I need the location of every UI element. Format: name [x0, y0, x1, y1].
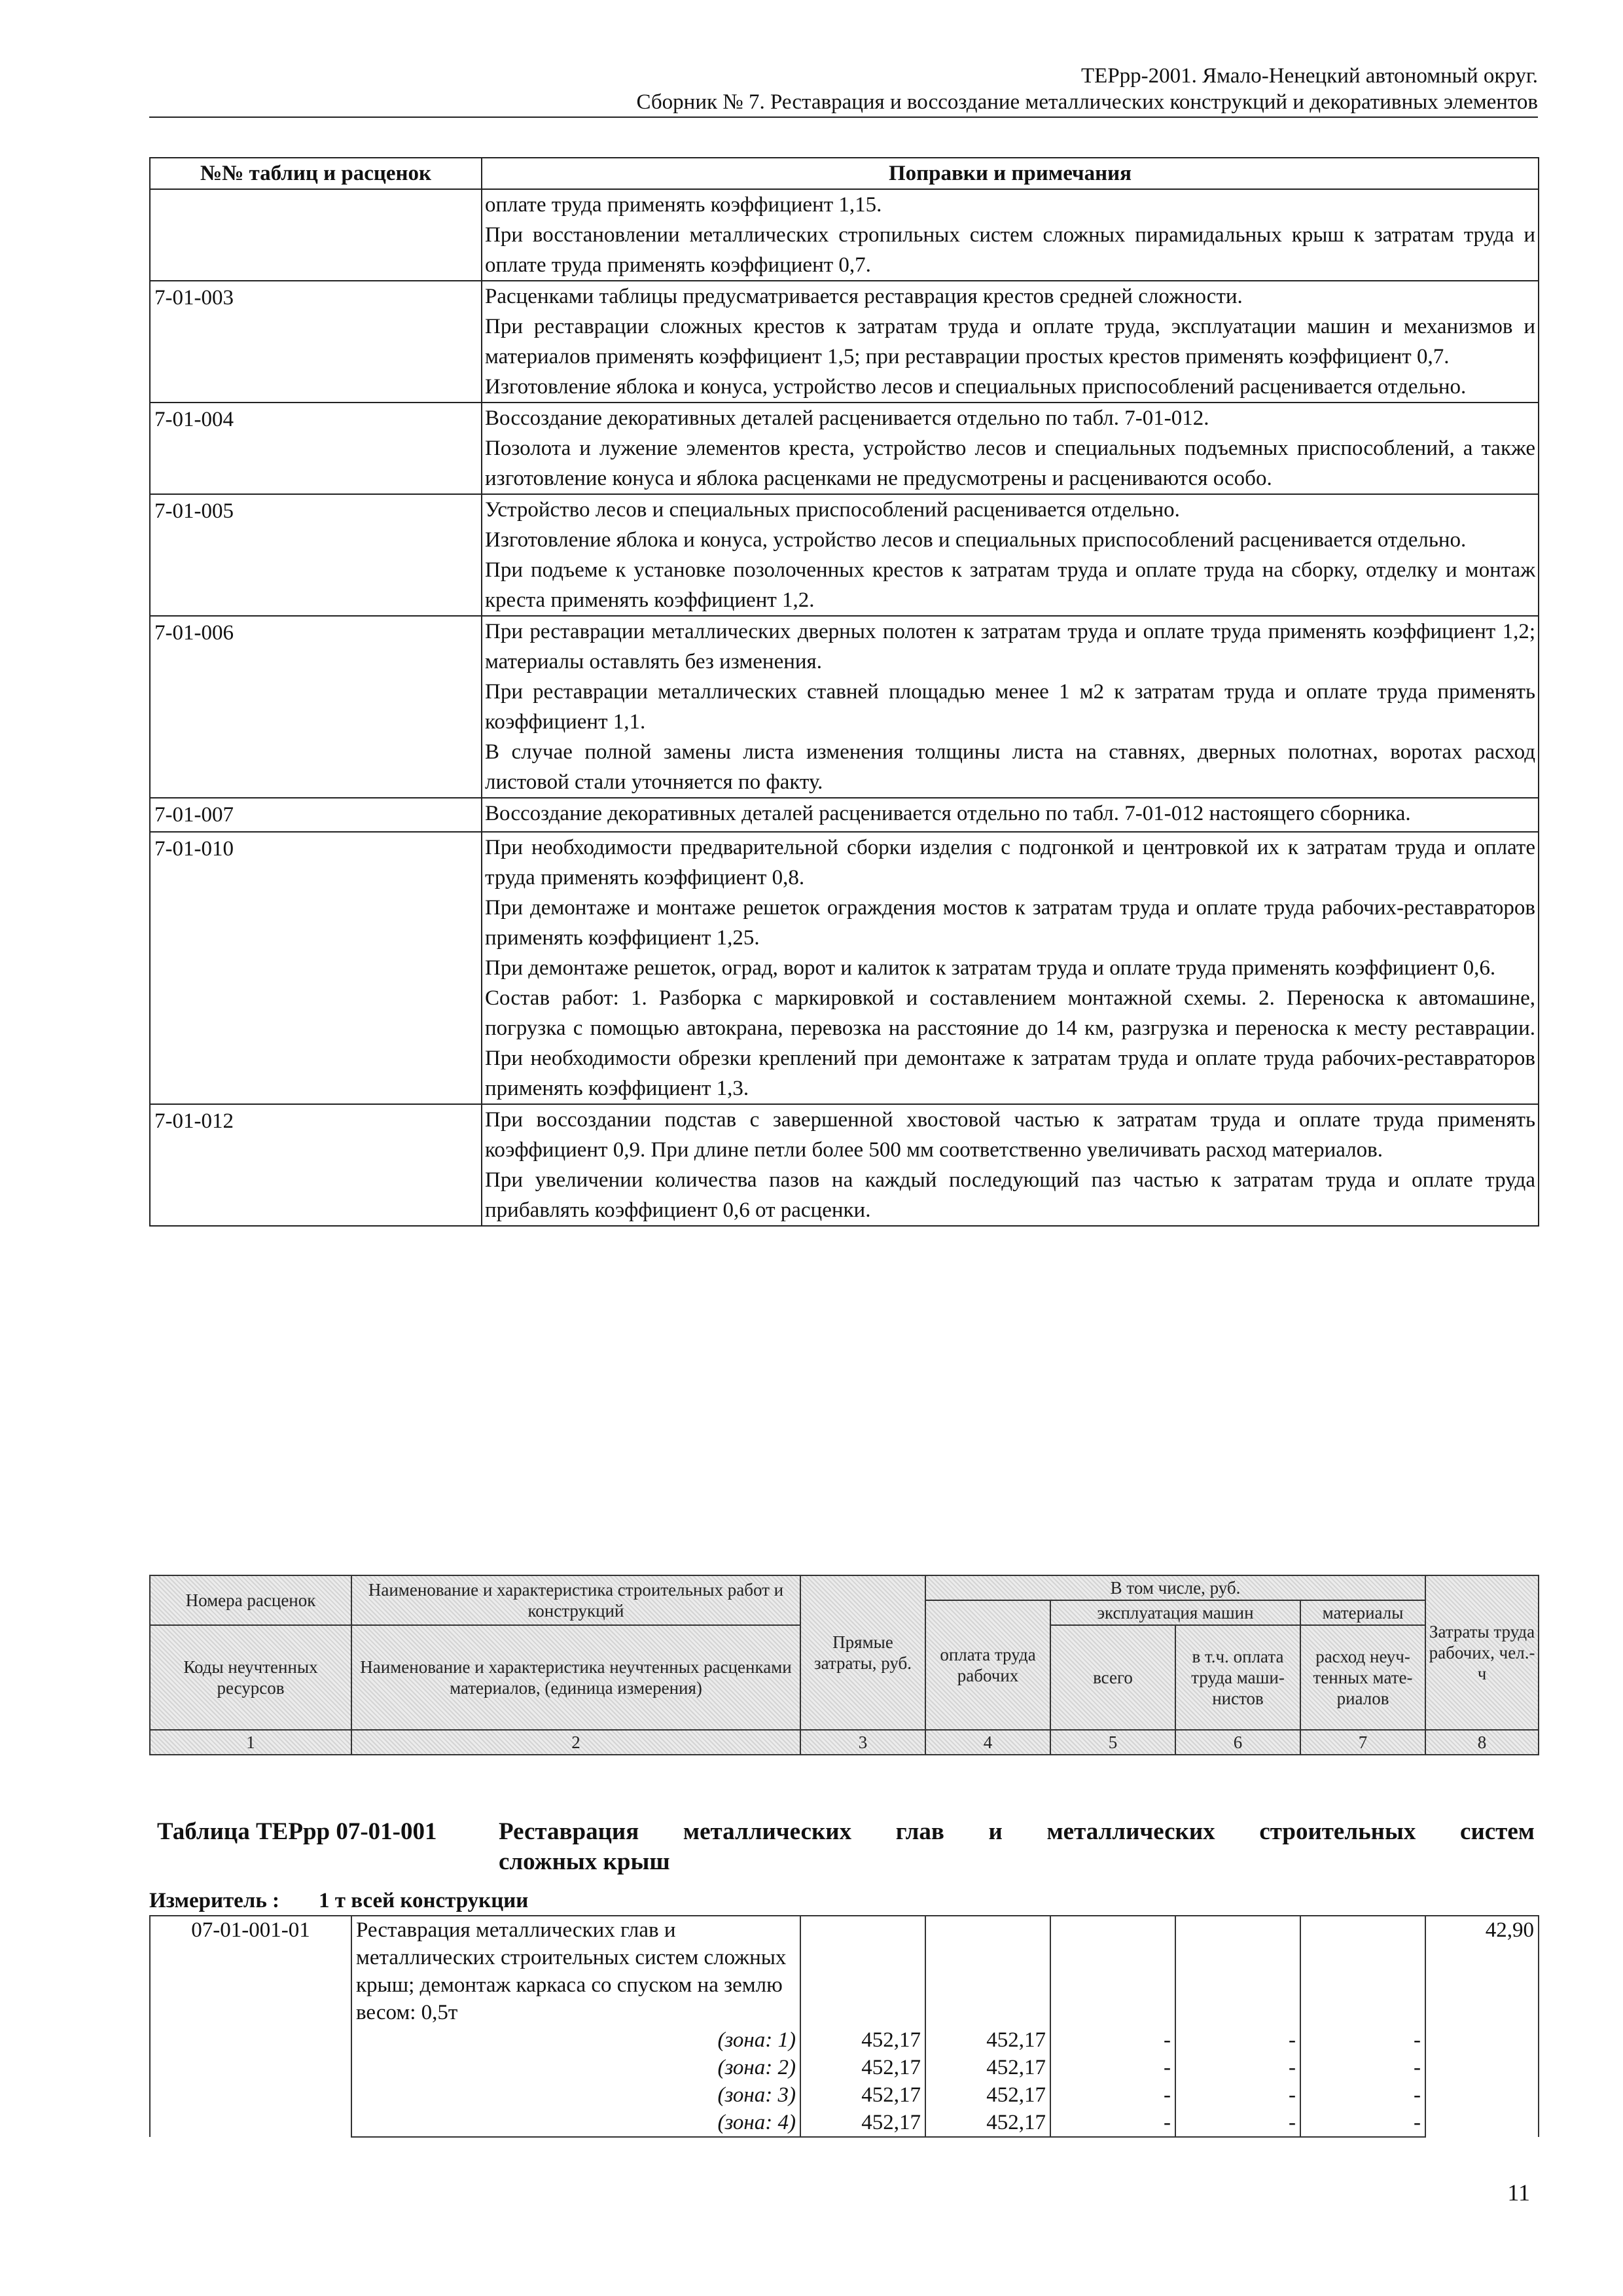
notes-row — [150, 832, 1539, 1104]
zone-label: (зона: 3) — [351, 2081, 800, 2109]
zone-row — [150, 2081, 1539, 2109]
table-code: 7-01-012 — [150, 1104, 482, 1226]
empty-cell — [800, 1916, 925, 2026]
remark-paragraph: При реставрации металлических ставней площадью менее 1 м2 к затратам труда и оплате труда применять коэффициент 1,1. — [485, 680, 1535, 734]
remark-paragraph: При воссоздании подстав с завершенной хвостовой частью к затратам труда и оплате труда применять коэффициент 0,9. При длине петли более 500 мм соответственно увеличивать расход материалов. — [485, 1108, 1535, 1162]
table-code: 7-01-010 — [150, 832, 482, 1104]
legend-col-number: 3 — [800, 1730, 925, 1755]
table-code: 7-01-005 — [150, 494, 482, 616]
remark-paragraph: При реставрации сложных крестов к затратам труда и оплате труда, эксплуатации машин и механизмов и материалов применять коэффициент 1,5; при реставрации простых крестов применять коэффициент 0,7. — [485, 315, 1535, 368]
remark-paragraph: Состав работ: 1. Разборка с маркировкой и составлением монтажной схемы. 2. Переноска к автомашине, погрузка с помощью автокрана, перевозка на расстояние до 14 км, разгрузка и переноска к месту реставрации. При необходимости обрезки креплений при демонтаже к затратам труда и оплате труда рабочих-реставраторов применять коэффициент 1,3. — [485, 986, 1535, 1100]
legend-numbers-header: Номера расценок — [150, 1575, 351, 1625]
legend-col-number: 1 — [150, 1730, 351, 1755]
materials-cost: - — [1300, 2026, 1425, 2054]
rate-name: Реставрация металлических глав и металлических строительных систем сложных крыш; демонтаж каркаса со спуском на землю весом: 0,5т — [351, 1916, 800, 2026]
machines-cost: - — [1050, 2081, 1175, 2109]
machines-cost: - — [1050, 2054, 1175, 2081]
table-code: 7-01-003 — [150, 281, 482, 403]
remark-paragraph: При увеличении количества пазов на каждый последующий паз частью к затратам труда и оплате труда прибавлять коэффициент 0,6 от расценки. — [485, 1168, 1535, 1222]
remark-paragraph: Позолота и лужение элементов креста, устройство лесов и специальных подъемных приспособлений, а также изготовление конуса и яблока расценками не предусмотрены и расцениваются особо. — [485, 437, 1535, 490]
notes-row — [150, 494, 1539, 616]
rate-row — [150, 1916, 1539, 2026]
zone-row — [150, 2026, 1539, 2054]
header-line-1: ТЕРрр-2001. Ямало-Ненецкий автономный округ. — [1081, 64, 1538, 88]
rate-code: 07-01-001-01 — [150, 1916, 351, 2137]
remark-paragraph: При демонтаже и монтаже решеток ограждения мостов к затратам труда и оплате труда рабочих-реставраторов применять коэффициент 1,25. — [485, 896, 1535, 950]
wages-cost: 452,17 — [925, 2026, 1050, 2054]
machines-cost: - — [1050, 2026, 1175, 2054]
measure-unit-label: Измеритель : — [149, 1889, 280, 1912]
notes-body — [150, 189, 1539, 1226]
remark-paragraph: При демонтаже решеток, оград, ворот и калиток к затратам труда и оплате труда применять коэффициент 0,6. — [485, 956, 1496, 980]
wages-cost: 452,17 — [925, 2054, 1050, 2081]
remarks-cell — [482, 403, 1539, 494]
remark-paragraph: оплате труда применять коэффициент 1,15. — [485, 193, 882, 217]
notes-row — [150, 281, 1539, 403]
remarks-cell — [482, 494, 1539, 616]
measure-unit — [149, 1889, 528, 1913]
legend-machinist-wages-header: в т.ч. оплата труда маши-нистов — [1175, 1625, 1300, 1730]
legend-col-number: 8 — [1425, 1730, 1539, 1755]
notes-col-codes-header: №№ таблиц и расценок — [150, 158, 482, 189]
remark-paragraph: При реставрации металлических дверных полотен к затратам труда и оплате труда применять коэффициент 1,2; материалы оставлять без изменения. — [485, 620, 1535, 673]
remark-paragraph: Устройство лесов и специальных приспособлений расценивается отдельно. — [485, 498, 1180, 522]
notes-row — [150, 616, 1539, 798]
table-code: 7-01-006 — [150, 616, 482, 798]
rate-table-description: Реставрация металлических глав и металлических строительных систем — [499, 1818, 1535, 1845]
remarks-cell — [482, 281, 1539, 403]
zone-row — [150, 2054, 1539, 2081]
remark-paragraph: Воссоздание декоративных деталей расценивается отдельно по табл. 7-01-012 настоящего сборника. — [485, 802, 1411, 825]
legend-col-number: 6 — [1175, 1730, 1300, 1755]
remarks-cell — [482, 616, 1539, 798]
materials-cost: - — [1300, 2109, 1425, 2137]
remark-paragraph: Изготовление яблока и конуса, устройство лесов и специальных приспособлений расценивается отдельно. — [485, 375, 1467, 399]
legend-materials-header: материалы — [1300, 1600, 1425, 1625]
legend-unaccounted-materials-header: расход неуч-тенных мате-риалов — [1300, 1625, 1425, 1730]
legend-unaccounted-name-header: Наименование и характеристика неучтенных расценками материалов, (единица измерения) — [351, 1625, 800, 1730]
remarks-cell — [482, 1104, 1539, 1226]
legend-wages-header: оплата труда рабочих — [925, 1600, 1050, 1730]
legend-col-number: 2 — [351, 1730, 800, 1755]
remark-paragraph: В случае полной замены листа изменения толщины листа на ставнях, дверных полотнах, воротах расход листовой стали уточняется по факту. — [485, 740, 1535, 794]
table-code: 7-01-007 — [150, 798, 482, 832]
zone-label: (зона: 4) — [351, 2109, 800, 2137]
wages-cost: 452,17 — [925, 2109, 1050, 2137]
remark-paragraph: При подъеме к установке позолоченных крестов к затратам труда и оплате труда на сборку, отделку и монтаж креста применять коэффициент 1,2. — [485, 558, 1535, 612]
table-code: 7-01-004 — [150, 403, 482, 494]
direct-cost: 452,17 — [800, 2054, 925, 2081]
direct-cost: 452,17 — [800, 2109, 925, 2137]
notes-row — [150, 1104, 1539, 1226]
notes-row — [150, 189, 1539, 281]
table-code — [150, 189, 482, 281]
legend-direct-costs-header: Прямые затраты, руб. — [800, 1575, 925, 1730]
machinist-wages: - — [1175, 2109, 1300, 2137]
legend-name-header: Наименование и характеристика строительных работ и конструкций — [351, 1575, 800, 1625]
materials-cost: - — [1300, 2054, 1425, 2081]
materials-cost: - — [1300, 2081, 1425, 2109]
remark-paragraph: Расценками таблицы предусматривается реставрация крестов средней сложности. — [485, 285, 1243, 308]
legend-including-header: В том числе, руб. — [925, 1575, 1425, 1600]
remark-paragraph: При восстановлении металлических стропильных систем сложных пирамидальных крыш к затратам труда и оплате труда применять коэффициент 0,7. — [485, 223, 1535, 277]
labor-cost: 42,90 — [1425, 1916, 1539, 2137]
zone-label: (зона: 1) — [351, 2026, 800, 2054]
legend-machines-header: эксплуатация машин — [1050, 1600, 1300, 1625]
direct-cost: 452,17 — [800, 2026, 925, 2054]
measure-unit-value: 1 т всей конструкции — [319, 1889, 529, 1912]
rate-table-body — [150, 1916, 1539, 2137]
legend-col-number: 4 — [925, 1730, 1050, 1755]
remark-paragraph: Изготовление яблока и конуса, устройство лесов и специальных приспособлений расценивается отдельно. — [485, 528, 1467, 552]
direct-cost: 452,17 — [800, 2081, 925, 2109]
remark-paragraph: При необходимости предварительной сборки изделия с подгонкой и центровкой их к затратам труда и оплате труда применять коэффициент 0,8. — [485, 836, 1535, 889]
machinist-wages: - — [1175, 2054, 1300, 2081]
legend-col-number: 5 — [1050, 1730, 1175, 1755]
remark-paragraph: Воссоздание декоративных деталей расценивается отдельно по табл. 7-01-012. — [485, 406, 1209, 430]
column-legend-table — [149, 1575, 1539, 1755]
notes-row — [150, 403, 1539, 494]
machinist-wages: - — [1175, 2081, 1300, 2109]
empty-cell — [1175, 1916, 1300, 2026]
wages-cost: 452,17 — [925, 2081, 1050, 2109]
notes-table — [149, 157, 1539, 1227]
zone-label: (зона: 2) — [351, 2054, 800, 2081]
legend-labor-header: Затраты труда рабочих, чел.-ч — [1425, 1575, 1539, 1730]
machinist-wages: - — [1175, 2026, 1300, 2054]
notes-row — [150, 798, 1539, 832]
empty-cell — [925, 1916, 1050, 2026]
remarks-cell — [482, 832, 1539, 1104]
legend-unaccounted-codes-header: Коды неучтенных ресурсов — [150, 1625, 351, 1730]
remarks-cell — [482, 189, 1539, 281]
legend-machines-total-header: всего — [1050, 1625, 1175, 1730]
rate-table-number: Таблица ТЕРрр 07-01-001 — [157, 1818, 437, 1845]
remarks-cell — [482, 798, 1539, 832]
legend-col-number: 7 — [1300, 1730, 1425, 1755]
empty-cell — [1300, 1916, 1425, 2026]
rate-table — [149, 1915, 1539, 2138]
notes-col-remarks-header: Поправки и примечания — [482, 158, 1539, 189]
zone-row — [150, 2109, 1539, 2137]
empty-cell — [1050, 1916, 1175, 2026]
rate-table-description-cont: сложных крыш — [499, 1848, 670, 1875]
page-number: 11 — [1507, 2179, 1530, 2206]
machines-cost: - — [1050, 2109, 1175, 2137]
header-line-2: Сборник № 7. Реставрация и воссоздание металлических конструкций и декоративных элементов — [149, 89, 1538, 118]
page-header — [149, 63, 1538, 118]
